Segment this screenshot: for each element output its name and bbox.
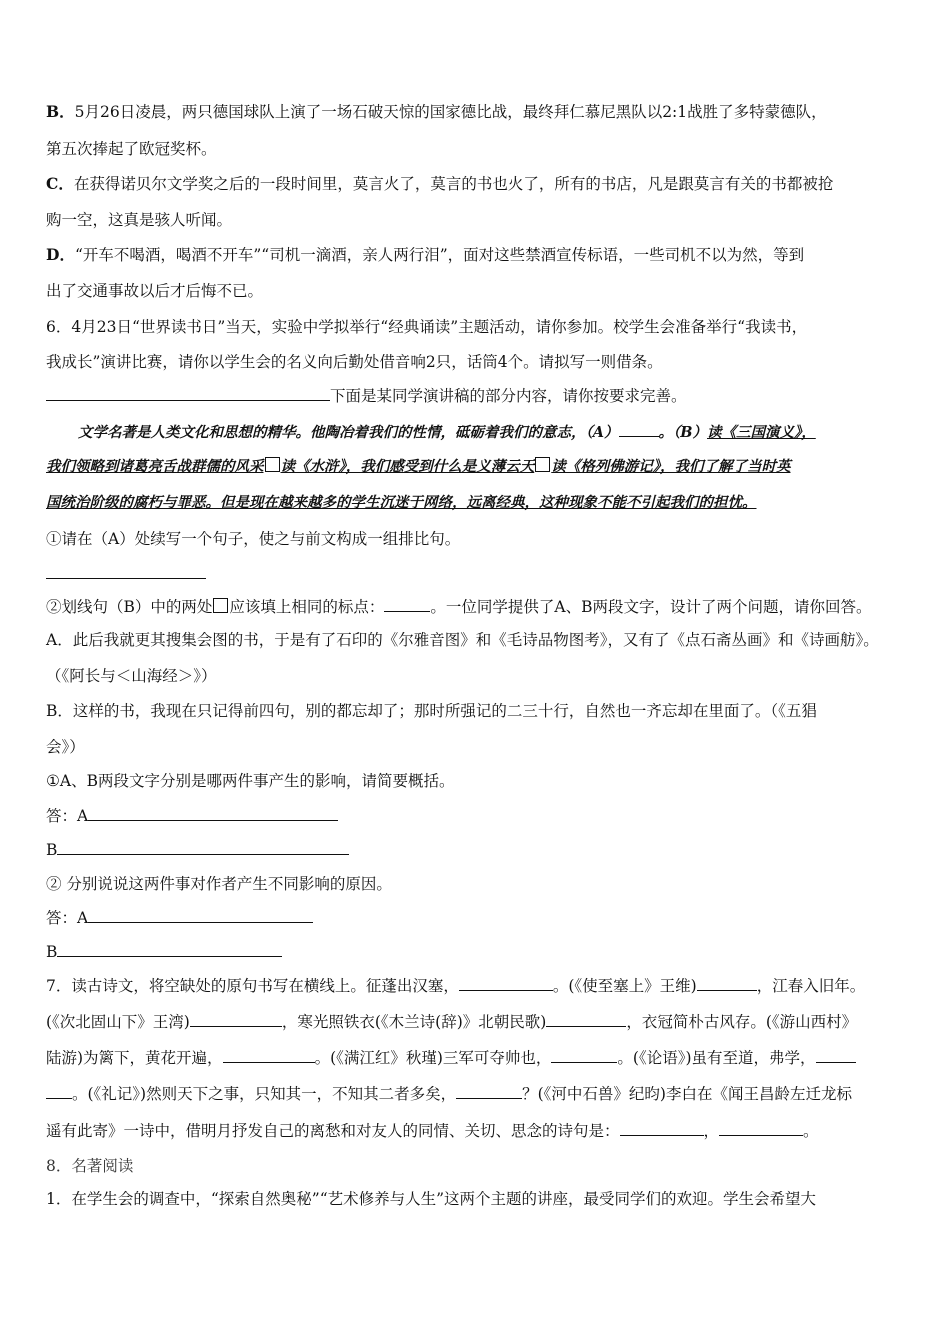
option-c-line2: 购一空，这真是骇人听闻。 <box>46 211 233 229</box>
sub-question-2: ②划线句（B）中的两处 应该填上相同的标点： 。一位同学提供了A、B两段文字，设计了两个问题，请你回答。 <box>46 598 872 616</box>
ask-1: ①A、B两段文字分别是哪两件事产生的影响，请简要概括。 <box>46 772 455 790</box>
question-6-line2: 我成长”演讲比赛，请你以学生会的名义向后勤处借音响2只，话筒4个。请拟写一则借条。 <box>46 353 663 371</box>
question-6-line1: 6．4月23日“世界读书日”当天，实验中学拟举行“经典诵读”主题活动，请你参加。校学生会准备举行“我读书， <box>46 318 808 336</box>
poem-blank-4[interactable] <box>546 1011 626 1027</box>
answer-1b-blank[interactable] <box>57 839 349 855</box>
poem-blank-5[interactable] <box>223 1047 315 1063</box>
ask-2: ② 分别说说这两件事对作者产生不同影响的原因。 <box>46 875 392 893</box>
poem-blank-7-cont[interactable] <box>46 1083 72 1099</box>
box-symbol-2 <box>535 457 550 472</box>
poem-blank-2[interactable] <box>697 975 757 991</box>
text-a-line1: A．此后我就更其搜集会图的书，于是有了石印的《尔雅音图》和《毛诗品物图考》，又有了《点石斋丛画》和《诗画舫》。 <box>46 631 879 649</box>
answer-1a: 答：A <box>46 805 338 826</box>
answer-2a-blank[interactable] <box>88 907 313 923</box>
answer-2b: B <box>46 941 282 962</box>
question-7-line5: 遥有此寄》一诗中，借明月抒发自己的离愁和对友人的同情、关切、思念的诗句是： ， 。 <box>46 1122 819 1140</box>
sub-question-1: ①请在（A）处续写一个句子，使之与前文构成一组排比句。 <box>46 530 461 548</box>
option-d-line2: 出了交通事故以后才后悔不已。 <box>46 282 264 300</box>
option-d-label: D． <box>46 245 75 264</box>
question-7-line1: 7．读古诗文，将空缺处的原句书写在横线上。征蓬出汉塞， 。(《使至塞上》王维) ，江春入旧年。 <box>46 977 866 995</box>
poem-blank-7[interactable] <box>816 1047 856 1063</box>
option-b-line2: 第五次捧起了欧冠奖杯。 <box>46 140 217 158</box>
answer-1b: B <box>46 839 349 860</box>
option-c-label: C． <box>46 174 74 193</box>
option-c-line1: C．在获得诺贝尔文学奖之后的一段时间里，莫言火了，莫言的书也火了，所有的书店，凡是跟莫言有关的书都被抢 <box>46 174 834 193</box>
answer-2b-blank[interactable] <box>57 941 282 957</box>
punctuation-blank[interactable] <box>384 596 430 612</box>
speech-line3: 国统治阶级的腐朽与罪恶。但是现在越来越多的学生沉迷于网络，远离经典，这种现象不能不引起我们的担忧。 <box>46 494 757 511</box>
question-7-line2: (《次北固山下》王湾) ，寒光照铁衣(《木兰诗(辞)》北朝民歌) ，衣冠简朴古风存。(《游山西村》 <box>46 1013 858 1031</box>
text-a-line2: （《阿长与＜山海经＞》） <box>46 667 217 685</box>
box-symbol-1 <box>265 457 280 472</box>
option-d-line1: D．“开车不喝酒，喝酒不开车”“司机一滴酒，亲人两行泪”，面对这些禁酒宣传标语，一些司机不以为然，等到 <box>46 245 805 264</box>
question-8-item1: 1．在学生会的调查中，“探索自然奥秘”“艺术修养与人生”这两个主题的讲座，最受同学们的欢迎。学生会希望大 <box>46 1190 817 1208</box>
speech-line1: 文学名著是人类文化和思想的精华。他陶冶着我们的性情，砥砺着我们的意志，（A） 。（B）读《三国演义》， <box>78 421 816 443</box>
box-symbol-3 <box>213 598 228 613</box>
poem-blank-8[interactable] <box>456 1083 522 1099</box>
borrow-note-blank[interactable] <box>46 385 330 401</box>
answer-line-1[interactable] <box>46 578 206 579</box>
blank-a[interactable] <box>619 421 659 437</box>
answer-1a-blank[interactable] <box>88 805 338 821</box>
poem-blank-10[interactable] <box>719 1120 803 1136</box>
option-b-line1: B．5月26日凌晨，两只德国球队上演了一场石破天惊的国家德比战，最终拜仁慕尼黑队以2:1战胜了多特蒙德队， <box>46 102 827 121</box>
question-6-line3: 下面是某同学演讲稿的部分内容，请你按要求完善。 <box>46 385 687 406</box>
poem-blank-6[interactable] <box>551 1047 617 1063</box>
question-7-line3: 陆游)为篱下，黄花开遍， 。(《满江红》秋瑾)三军可夺帅也， 。(《论语》)虽有至道，弗学， <box>46 1047 856 1068</box>
poem-blank-1[interactable] <box>459 975 553 991</box>
text-b-line2: 会》） <box>46 738 85 756</box>
question-8-heading: 8．名著阅读 <box>46 1157 134 1175</box>
question-7-line4: 。(《礼记》)然则天下之事，只知其一，不知其二者多矣， ？(《河中石兽》纪昀)李白在《闻王昌龄左迁龙标 <box>46 1083 852 1104</box>
text-b-line1: B．这样的书，我现在只记得前四句，别的都忘却了；那时所强记的二三十行，自然也一齐忘却在里面了。（《五猖 <box>46 702 817 720</box>
answer-2a: 答：A <box>46 907 313 928</box>
option-b-label: B． <box>46 102 75 121</box>
poem-blank-9[interactable] <box>620 1120 704 1136</box>
poem-blank-3[interactable] <box>190 1011 282 1027</box>
speech-line2: 我们领略到诸葛亮舌战群儒的风采 读《水浒》，我们感受到什么是义薄云天 读《格列佛游记》，我们了解了当时英 <box>46 458 791 475</box>
